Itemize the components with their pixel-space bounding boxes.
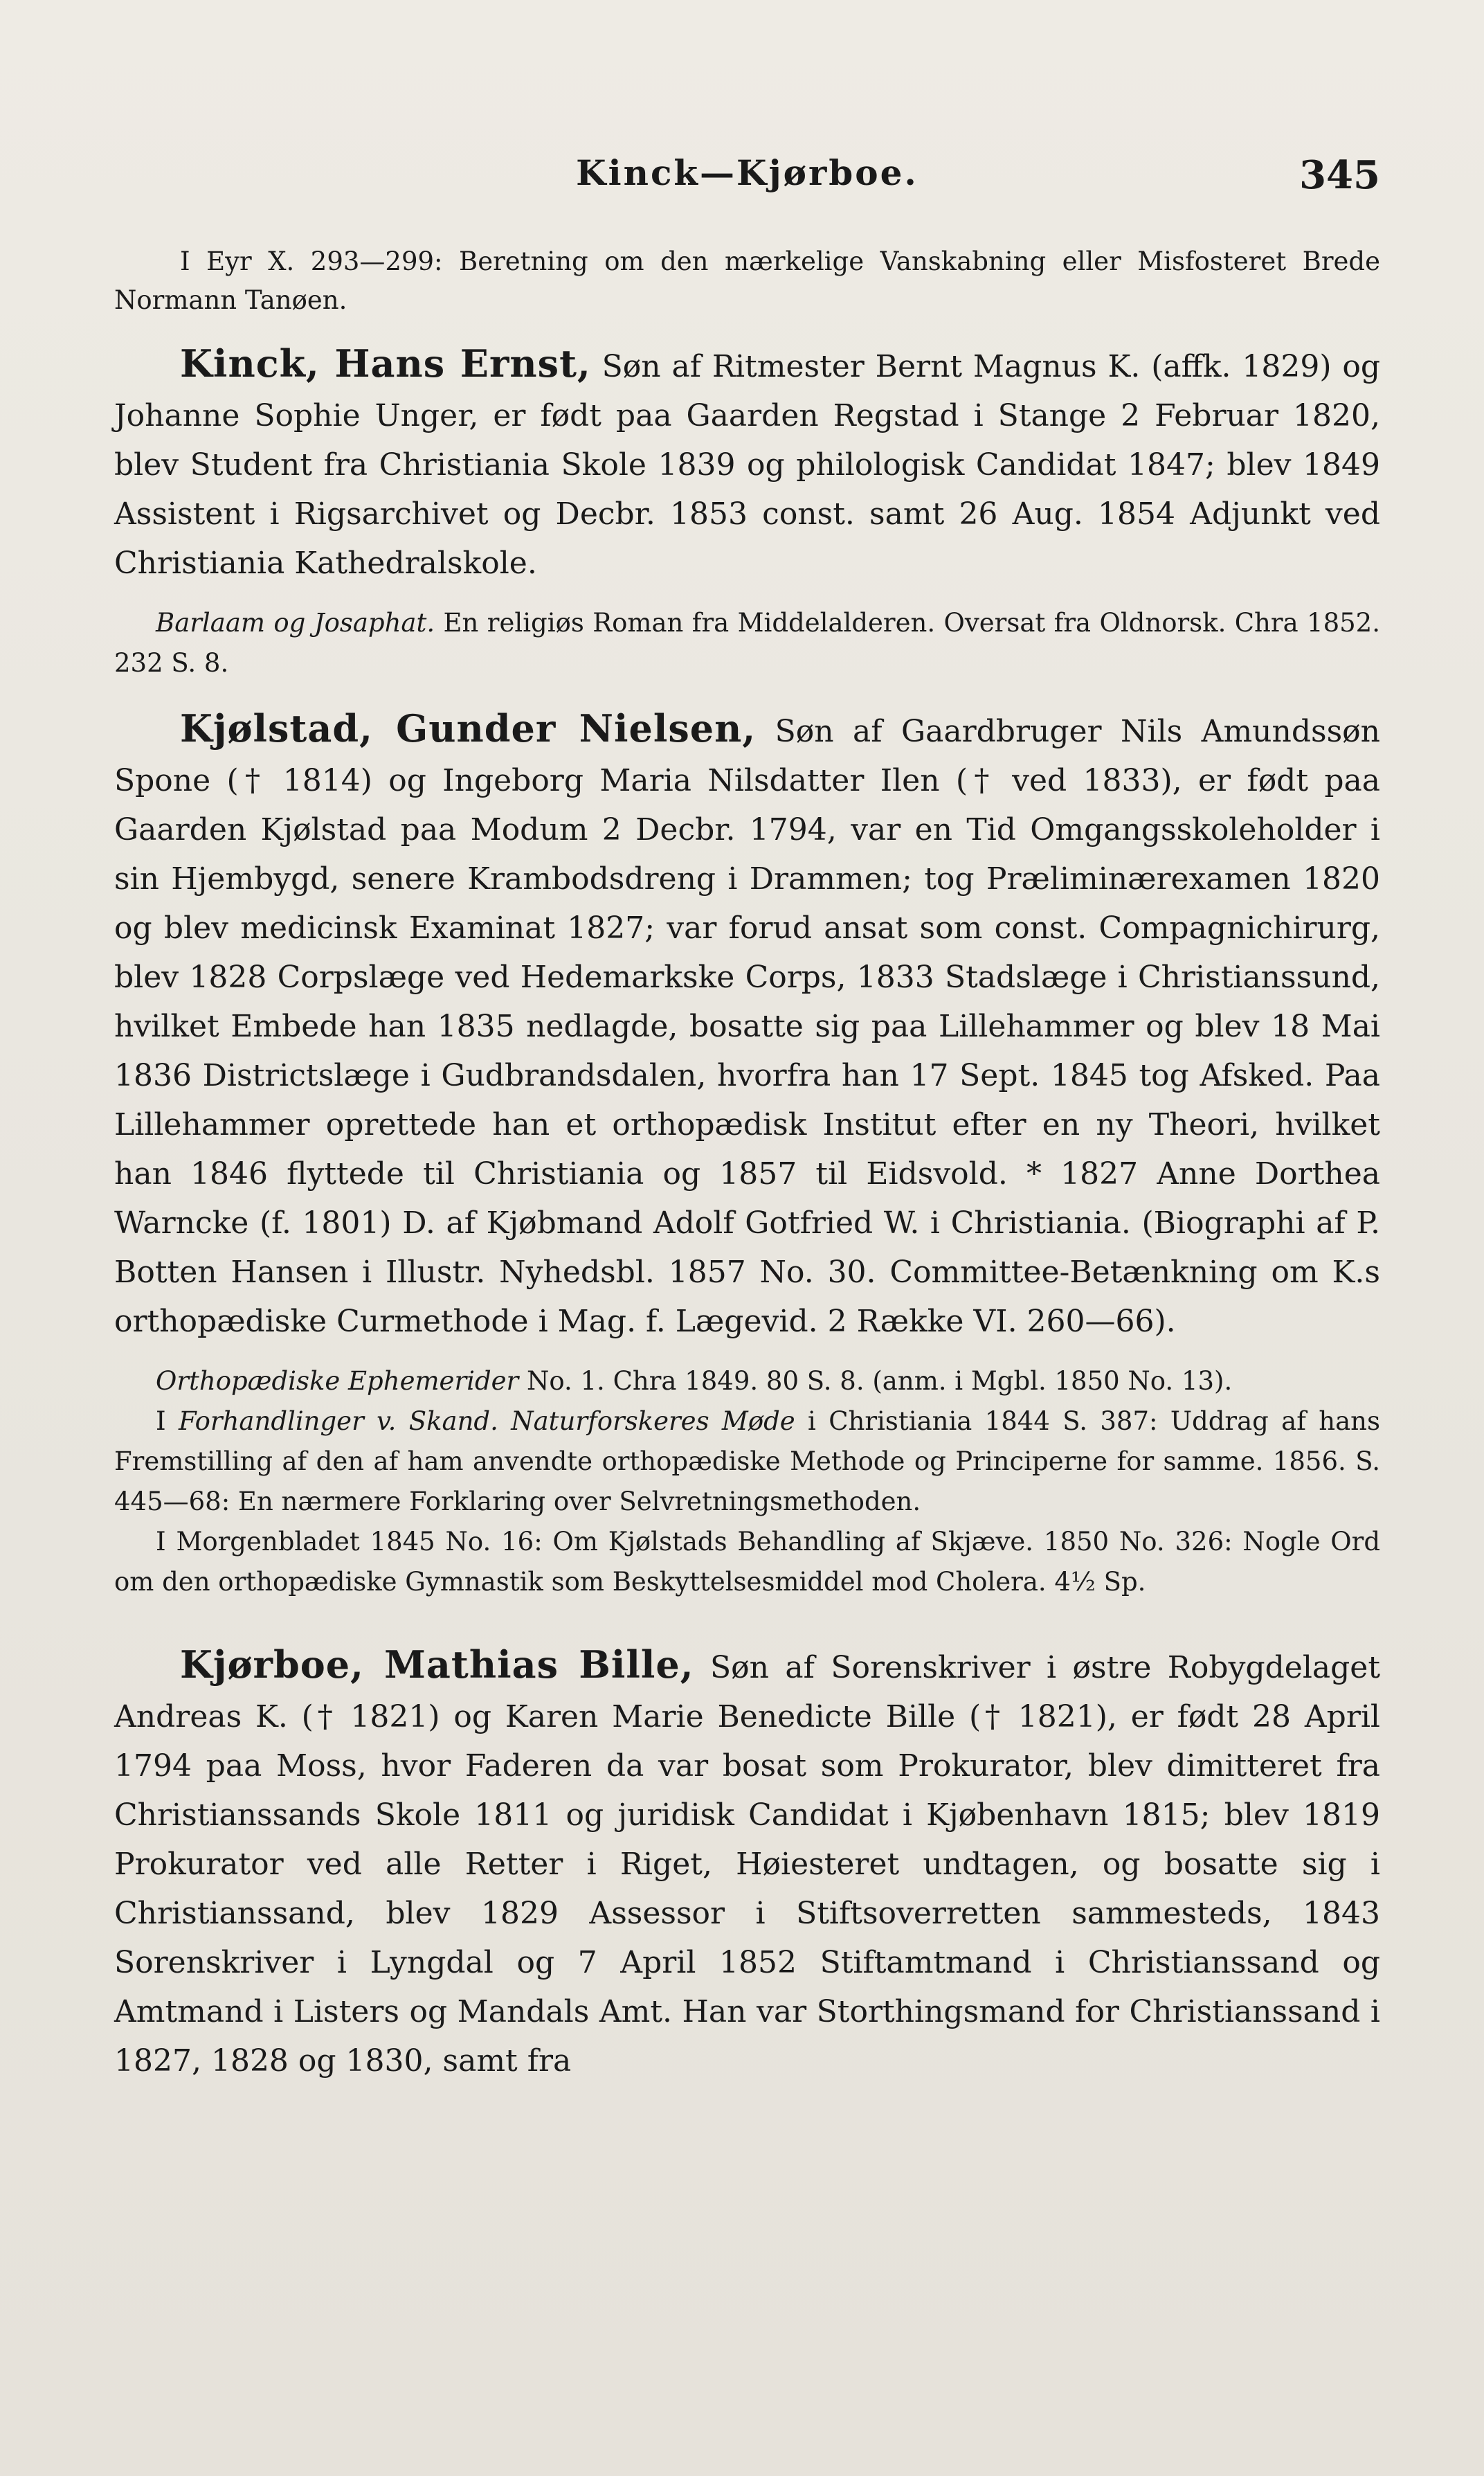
reference-text: i Christiania 1844 S. 387: Uddrag af hans Fremstilling af den af ham anvendte orthopædiske Methode og Principerne for samme. 1856. S. 445—68: En nærmere Forklaring over Selvretningsmethoden. [114,1406,1380,1516]
reference-line [114,1522,1380,1602]
entry-kjorboe [114,1640,1380,2085]
reference-line [114,1401,1380,1522]
entry-kinck [114,339,1380,588]
entry-heading: Kjølstad, Gunder Nielsen, [180,706,757,751]
entry-heading: Kjørboe, Mathias Bille, [180,1642,694,1687]
reference-text: I Morgenbladet 1845 No. 16: Om Kjølstads Behandling af Skjæve. 1850 No. 326: Nogle Ord om den orthopædiske Gymnastik som Beskyttelsesmiddel mod Cholera. 4½ Sp. [114,1527,1380,1597]
reference-text: En religiøs Roman fra Middelalderen. Oversat fra Oldnorsk. Chra 1852. 232 S. 8. [114,608,1380,678]
entry-text: Søn af Gaardbruger Nils Amundssøn Spone († 1814) og Ingeborg Maria Nilsdatter Ilen († ved 1833), er født paa Gaarden Kjølstad paa Modum 2 Decbr. 1794, var en Tid Omgangsskoleholder i sin Hjembygd, senere Krambodsdreng i Drammen; tog Præliminærexamen 1820 og blev medicinsk Examinat 1827; var forud ansat som const. Compagnichirurg, blev 1828 Corpslæge ved Hedemarkske Corps, 1833 Stadslæge i Christianssund, hvilket Embede han 1835 nedlagde, bosatte sig paa Lillehammer og blev 18 Mai 1836 Districtslæge i Gudbrandsdalen, hvorfra han 17 Sept. 1845 tog Afsked. Paa Lillehammer oprettede han et orthopædisk Institut efter en ny Theori, hvilket han 1846 flyttede til Christiania og 1857 til Eidsvold. * 1827 Anne Dorthea Warncke (f. 1801) D. af Kjøbmand Adolf Gotfried W. i Christiania. (Biographi af P. Botten Hansen i Illustr. Nyhedsbl. 1857 No. 30. Committee-Betænkning om K.s orthopædiske Curmethode i Mag. f. Lægevid. 2 Række VI. 260—66). [114,714,1380,1339]
intro-note: I Eyr X. 293—299: Beretning om den mærkelige Vanskabning eller Misfosteret Brede Normann Tanøen. [114,246,1380,315]
page-text [114,242,1380,2085]
reference-line [114,603,1380,683]
reference-text: No. 1. Chra 1849. 80 S. 8. (anm. i Mgbl. 1850 No. 13). [518,1366,1233,1396]
entry-text: Søn af Ritmester Bernt Magnus K. (affk. 1829) og Johanne Sophie Unger, er født paa Gaarden Regstad i Stange 2 Februar 1820, blev Student fra Christiania Skole 1839 og philologisk Candidat 1847; blev 1849 Assistent i Rigsarchivet og Decbr. 1853 const. samt 26 Aug. 1854 Adjunkt ved Christiania Kathedralskole. [114,349,1380,581]
entry-text: Søn af Sorenskriver i østre Robygdelaget Andreas K. († 1821) og Karen Marie Benedicte Bille († 1821), er født 28 April 1794 paa Moss, hvor Faderen da var bosat som Prokurator, blev dimitteret fra Christianssands Skole 1811 og juridisk Candidat i Kjøbenhavn 1815; blev 1819 Prokurator ved alle Retter i Riget, Høiesteret undtagen, og bosatte sig i Christianssand, blev 1829 Assessor i Stiftsoverretten sammesteds, 1843 Sorenskriver i Lyngdal og 7 April 1852 Stiftamtmand i Christianssand og Amtmand i Listers og Mandals Amt. Han var Storthingsmand for Christianssand i 1827, 1828 og 1830, samt fra [114,1650,1381,2079]
reference-title: Forhandlinger v. Skand. Naturforskeres Møde [178,1406,795,1436]
reference-title: Orthopædiske Ephemerider [156,1366,519,1396]
entry-heading: Kinck, Hans Ernst, [180,341,591,386]
page-number: 345 [1299,152,1380,198]
running-head: Kinck—Kjørboe. [576,152,919,193]
reference-line [114,1361,1380,1401]
reference-title: Barlaam og Josaphat. [156,608,435,638]
reference-prefix: I [156,1406,179,1436]
entry-kjolstad [114,704,1380,1346]
page-header [114,152,1380,208]
